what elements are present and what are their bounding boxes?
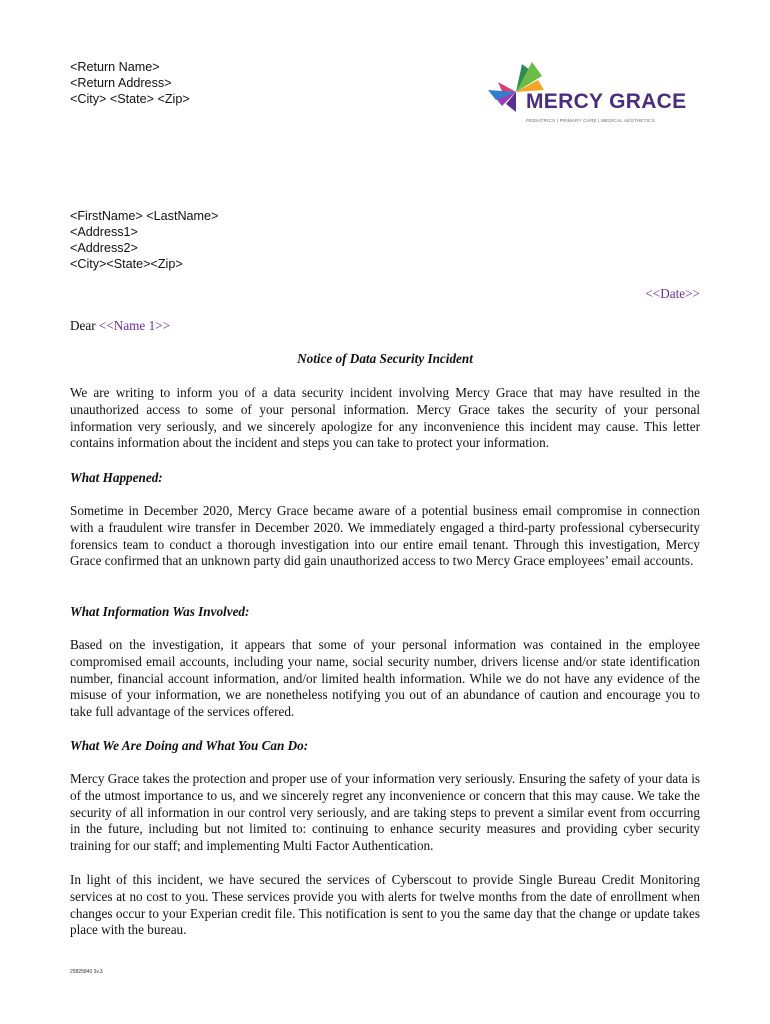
return-city-state-zip: <City> <State> <Zip> — [70, 92, 190, 106]
what-we-are-doing-paragraph-1: Mercy Grace takes the protection and proper use of your information very seriously. Ensuring the safety of your data is of the utmost importance to us, and we sincerely regret any inconvenience or concern that this may cause. We take the security of all information in our control very seriously, and are taking steps to prevent a similar event from occurring in the future, including but not limited to: continuing to enhance security measures and providing cyber security training for our staff; and implementing Multi Factor Authentication. — [70, 771, 700, 854]
recipient-address-1: <Address1> — [70, 225, 138, 239]
section-heading-what-we-are-doing: What We Are Doing and What You Can Do: — [70, 738, 309, 753]
letter-title: Notice of Data Security Incident — [297, 351, 473, 366]
return-name: <Return Name> — [70, 60, 160, 74]
salutation-name: <<Name 1>> — [98, 318, 171, 333]
letter-date: <<Date>> — [645, 286, 700, 301]
mercy-grace-logo — [486, 56, 687, 128]
recipient-address — [70, 208, 218, 272]
recipient-city-state-zip: <City><State><Zip> — [70, 257, 183, 271]
document-code: 25825840 3v.3 — [70, 969, 103, 975]
logo-tagline: PEDIATRICS | PRIMARY CARE | MEDICAL AESTHETICS — [526, 118, 655, 123]
what-we-are-doing-paragraph-2: In light of this incident, we have secured the services of Cyberscout to provide Single Bureau Credit Monitoring services at no cost to you. These services provide you with alerts for twelve months from the date of enrollment when changes occur to your Experian credit file. This notification is sent to you the same day that the change or update takes place with the bureau. — [70, 872, 700, 938]
salutation-prefix: Dear — [70, 318, 99, 333]
return-street: <Return Address> — [70, 76, 172, 90]
logo-wordmark: MERCY GRACE — [526, 90, 687, 113]
recipient-address-2: <Address2> — [70, 241, 138, 255]
salutation — [70, 318, 170, 335]
section-heading-information-involved: What Information Was Involved: — [70, 604, 250, 619]
information-involved-paragraph: Based on the investigation, it appears that some of your personal information was contained in the employee compromised email accounts, including your name, social security number, drivers license and/or state identification number, financial account information, and/or limited health information. While we do not have any evidence of the misuse of your information, we are nonetheless notifying you out of an abundance of caution and encourage you to take full advantage of the services offered. — [70, 637, 700, 720]
section-heading-what-happened: What Happened: — [70, 470, 163, 485]
recipient-name: <FirstName> <LastName> — [70, 209, 219, 223]
intro-paragraph: We are writing to inform you of a data security incident involving Mercy Grace that may have resulted in the unauthorized access to some of your personal information. Mercy Grace takes the security of your personal information very seriously, and we sincerely apologize for any inconvenience this incident may cause. This letter contains information about the incident and steps you can take to protect your information. — [70, 385, 700, 451]
return-address — [70, 59, 190, 107]
what-happened-paragraph: Sometime in December 2020, Mercy Grace became aware of a potential business email compromise in connection with a fraudulent wire transfer in December 2020. We immediately engaged a third-party professional cybersecurity forensics team to conduct a thorough investigation into our entire email tenant. Through this investigation, Mercy Grace confirmed that an unknown party did gain unauthorized access to two Mercy Grace employees’ email accounts. — [70, 503, 700, 569]
